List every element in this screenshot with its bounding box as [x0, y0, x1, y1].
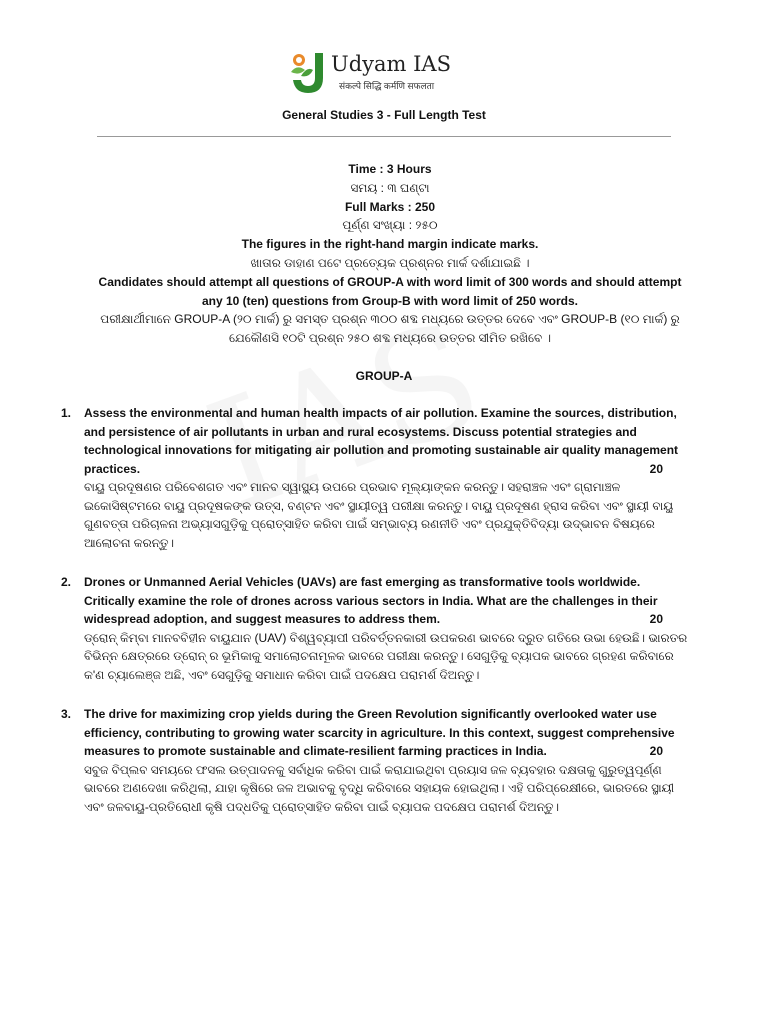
- question-number: 2.: [61, 575, 72, 589]
- question-text-od: ଡ୍ରୋନ୍ କିମ୍ବା ମାନବବିହୀନ ବାୟୁଯାନ (UAV) ବିଶ୍ୱବ୍ୟାପୀ ପରିବର୍ତ୍ତନକାରୀ ଉପକରଣ ଭାବରେ ଦ୍ରୁତ ଗତିରେ ଉଭା ହେଉଛି। ଭାରତର ବିଭିନ୍ନ କ୍ଷେତ୍ରରେ ଡ୍ରୋନ୍ ର ଭୂମିକାକୁ ସମାଲୋଚନାମୂଳକ ଭାବରେ ପରୀକ୍ଷା କରନ୍ତୁ। ସେଗୁଡ଼ିକୁ ବ୍ୟାପକ ଭାବରେ ଗ୍ରହଣ କରିବାରେ କ'ଣ ଚ୍ୟାଲେଞ୍ଜ ଅଛି, ଏବଂ ସେଗୁଡ଼ିକୁ ସମାଧାନ କରିବା ପାଇଁ ପଦକ୍ଷେପ ପରାମର୍ଶ ଦିଅନ୍ତୁ।: [84, 630, 688, 682]
- question-text-en: Drones or Unmanned Aerial Vehicles (UAVs) are fast emerging as transformative tools worldwide. Critically examine the role of drones across various sectors in India. What are the challenges in their widespread adoption, and suggest measures to address them.: [84, 575, 658, 626]
- logo-title: Udyam IAS: [331, 52, 451, 76]
- question-marks: 20: [649, 462, 663, 476]
- group-heading: GROUP-A: [355, 369, 413, 383]
- udyam-ias-logo: [287, 50, 477, 95]
- question-marks: 20: [649, 744, 663, 758]
- logo-tagline: संकल्पे सिद्धि कर्मणि सफलता: [339, 81, 435, 91]
- question-number: 3.: [61, 707, 72, 721]
- time-od: ସମୟ : ୩ ଘଣ୍ଟା: [350, 180, 430, 195]
- margin-note-od: ଖାତାର ଡାହାଣ ପଟେ ପ୍ରତ୍ୟେକ ପ୍ରଶ୍ନର ମାର୍କ ଦର୍ଶାଯାଇଛି ।: [250, 255, 530, 270]
- marks-en: Full Marks : 250: [344, 199, 436, 214]
- marks-od: ପୂର୍ଣ୍ଣ ସଂଖ୍ୟା : ୨୫୦: [342, 218, 438, 233]
- instructions: [90, 160, 690, 348]
- question-text-en: The drive for maximizing crop yields during the Green Revolution significantly overlooked water use efficiency, contributing to growing water scarcity in agriculture. In this context, suggest comprehensive measures to promote sustainable and climate-resilient farming practices in India.: [84, 707, 675, 758]
- attempt-note-od: ପରୀକ୍ଷାର୍ଥୀମାନେ GROUP-A (୨୦ ମାର୍କ) ରୁ ସମସ୍ତ ପ୍ରଶ୍ନ ୩୦୦ ଶବ୍ଦ ମଧ୍ୟରେ ଉତ୍ତର ଦେବେ ଏବଂ GROUP-B (୧୦ ମାର୍କ) ରୁ ଯେକୌଣସି ୧୦ଟି ପ୍ରଶ୍ନ ୨୫୦ ଶବ୍ଦ ମଧ୍ୟରେ ଉତ୍ତର ସୀମିତ ରଖିବେ ।: [100, 312, 680, 346]
- question-text-en: Assess the environmental and human health impacts of air pollution. Examine the sources, distribution, and persistence of air pollutants in urban and rural ecosystems. Discuss potential strategies and technological innovations for mitigating air pollution and promoting sustainable air quality management practices.: [84, 406, 679, 476]
- question-1: [61, 404, 691, 552]
- question-text-od: ବାୟୁ ପ୍ରଦୂଷଣର ପରିବେଶଗତ ଏବଂ ମାନବ ସ୍ୱାସ୍ଥ୍ୟ ଉପରେ ପ୍ରଭାବ ମୂଲ୍ୟାଙ୍କନ କରନ୍ତୁ। ସହରାଞ୍ଚଳ ଏବଂ ଗ୍ରାମାଞ୍ଚଳ ଇକୋସିଷ୍ଟମରେ ବାୟୁ ପ୍ରଦୂଷକଙ୍କ ଉତ୍ସ, ବଣ୍ଟନ ଏବଂ ସ୍ଥାୟୀତ୍ୱ ପରୀକ୍ଷା କରନ୍ତୁ। ବାୟୁ ପ୍ରଦୂଷଣ ହ୍ରାସ କରିବା ଏବଂ ସ୍ଥାୟୀ ବାୟୁ ଗୁଣବତ୍ତା ପରିଚାଳନା ଅଭ୍ୟାସଗୁଡ଼ିକୁ ପ୍ରୋତ୍ସାହିତ କରିବା ପାଇଁ ସମ୍ଭାବ୍ୟ ରଣନୀତି ଏବଂ ପ୍ରଯୁକ୍ତିବିଦ୍ୟା ଉଦ୍ଭାବନ ବିଷୟରେ ଆଲୋଚନା କରନ୍ତୁ।: [84, 480, 674, 550]
- test-title: General Studies 3 - Full Length Test: [282, 108, 486, 122]
- margin-note-en: The figures in the right-hand margin indicate marks.: [241, 237, 539, 252]
- question-3: [61, 705, 691, 816]
- question-number: 1.: [61, 406, 72, 420]
- question-marks: 20: [649, 612, 663, 626]
- divider: [97, 136, 671, 137]
- logo-u-leaf-icon: [287, 50, 329, 95]
- question-2: [61, 573, 691, 684]
- question-text-od: ସବୁଜ ବିପ୍ଲବ ସମୟରେ ଫସଲ ଉତ୍ପାଦନକୁ ସର୍ବାଧିକ କରିବା ପାଇଁ କରାଯାଇଥିବା ପ୍ରୟାସ ଜଳ ବ୍ୟବହାର ଦକ୍ଷତାକୁ ଗୁରୁତ୍ୱପୂର୍ଣ୍ଣ ଭାବରେ ଅଣଦେଖା କରିଥିଲା, ଯାହା କୃଷିରେ ଜଳ ଅଭାବକୁ ବୃଦ୍ଧି କରିବାରେ ସହାୟକ ହୋଇଥିଲା। ଏହି ପରିପ୍ରେକ୍ଷୀରେ, ଭାରତରେ ସ୍ଥାୟୀ ଏବଂ ଜଳବାୟୁ-ପ୍ରତିରୋଧୀ କୃଷି ପଦ୍ଧତିକୁ ପ୍ରୋତ୍ସାହିତ କରିବା ପାଇଁ ବ୍ୟାପକ ପଦକ୍ଷେପ ପରାମର୍ଶ ଦିଅନ୍ତୁ।: [84, 762, 675, 814]
- time-en: Time : 3 Hours: [348, 162, 432, 176]
- attempt-note-en: Candidates should attempt all questions of GROUP-A with word limit of 300 words and should attempt any 10 (ten) questions from Group-B with word limit of 250 words.: [98, 274, 682, 308]
